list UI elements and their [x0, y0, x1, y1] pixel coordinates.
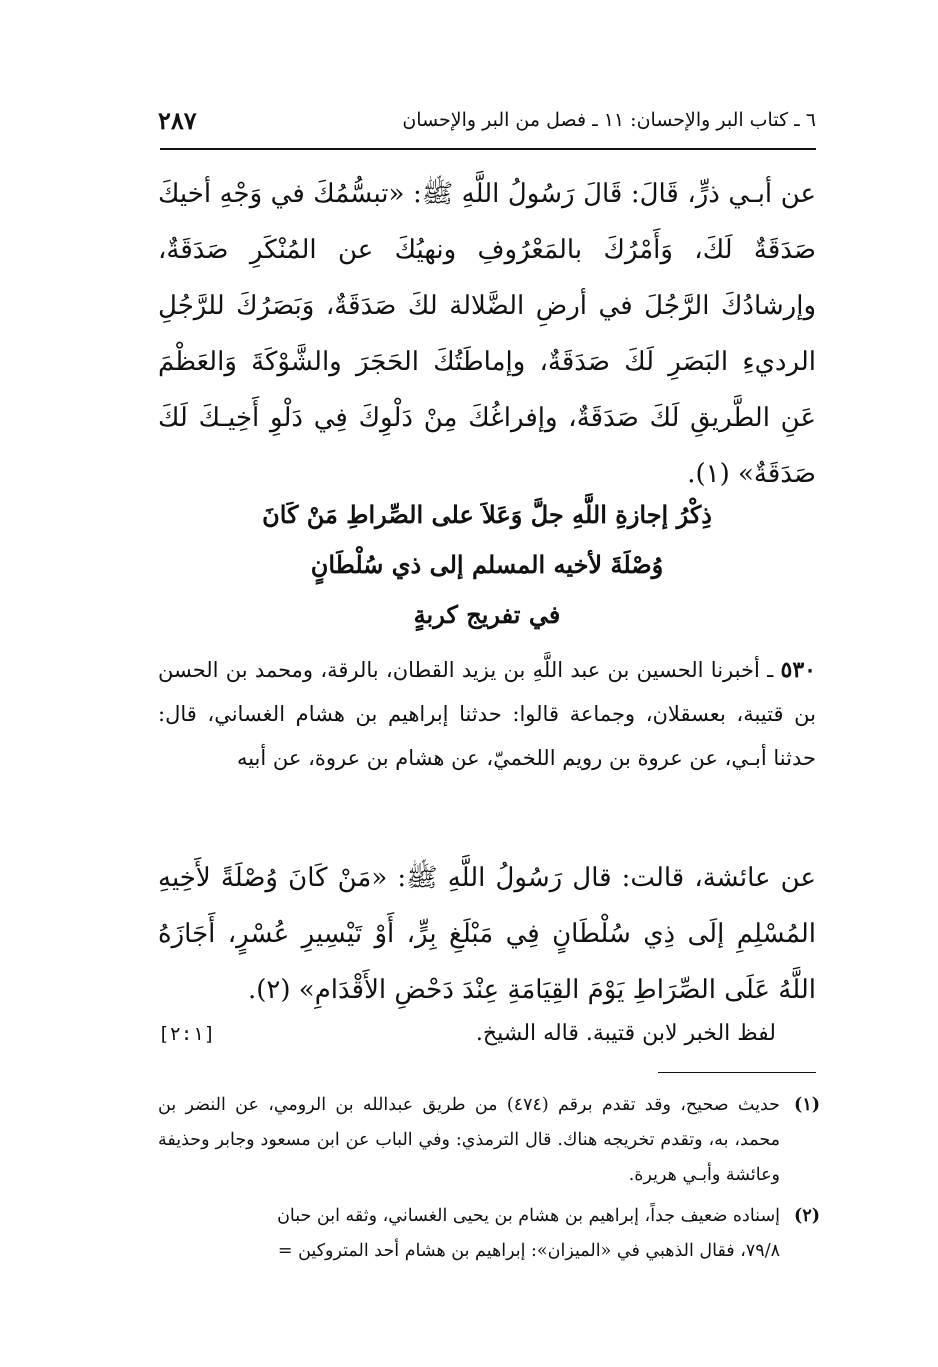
- page-header: [158, 100, 816, 140]
- chapter-heading-line-3: في تفريج كربةٍ: [413, 600, 561, 629]
- closing-line: [158, 1014, 816, 1054]
- header-rule: [160, 148, 816, 150]
- chapter-heading: [158, 490, 816, 640]
- footnote-marker: (٢): [794, 1206, 820, 1226]
- closing-note: لفظ الخبر لابن قتيبة. قاله الشيخ.: [475, 1021, 776, 1046]
- running-title: ٦ ـ كتاب البر والإحسان: ١١ ـ فصل من البر والإحسان: [402, 109, 816, 131]
- hadith-number: ٥٣٠: [780, 657, 816, 683]
- hadith-text-abu-dharr: عن أبـي ذرٍّ، قَالَ: قَالَ رَسُولُ اللَّهِ ﷺ: «تبسُّمُكَ في وَجْهِ أخيكَ صَدَقَةٌ لَكَ، وَأَمْرُكَ بالمَعْرُوفِ ونهيُكَ عن المُنْكَرِ صَدَقَةٌ، وإرشادُكَ الرَّجُلَ في أرضِ الضَّلالة لكَ صَدَقَةٌ، وَبَصَرُكَ للرَّجُلِ الرديءِ البَصَرِ لَكَ صَدَقَةٌ، وإماطَتُكَ الحَجَرَ والشَّوْكَةَ وَالعَظْمَ عَنِ الطَّريقِ لَكَ صَدَقَةٌ، وإفراغُكَ مِنْ دَلْوِكَ فِي دَلْوِ أَخِيـكَ لَكَ صَدَقَةٌ» (١).: [158, 179, 816, 489]
- closing-reference: [٢:١]: [158, 1023, 216, 1045]
- footnotes: [158, 1088, 820, 1275]
- footnote-2: [158, 1199, 820, 1269]
- chapter-heading-line-2: وُصْلَةَ لأخيه المسلم إلى ذي سُلْطَانٍ: [310, 550, 664, 579]
- footnote-text: إسناده ضعيف جداً، إبراهيم بن هشام بن يحيى الغساني، وثقه ابن حبان: [277, 1206, 780, 1226]
- page-number: ٢٨٧: [158, 105, 197, 135]
- footnote-continuation: ٧٩/٨، فقال الذهبي في «الميزان»: إبراهيم بن هشام أحد المتروكين =: [277, 1241, 780, 1261]
- footnote-marker: (١): [794, 1095, 820, 1115]
- chapter-heading-line-1: ذِكْرُ إجازةِ اللَّهِ جلَّ وَعَلاَ على الصِّراطِ مَنْ كَانَ: [262, 500, 712, 529]
- hadith-text-aisha: عن عائشة، قالت: قال رَسُولُ اللَّهِ ﷺ: «مَنْ كَانَ وُصْلَةً لأَخِيهِ المُسْلِمِ إلَى ذِي سُلْطَانٍ فِي مَبْلَغِ بِرٍّ، أَوْ تَيْسِيرِ عُسْرٍ، أَجَازَهُ اللَّهُ عَلَى الصِّرَاطِ يَوْمَ القِيَامَةِ عِنْدَ دَحْضِ الأَقْدَامِ» (٢).: [158, 863, 816, 1005]
- isnad-paragraph: [158, 648, 816, 780]
- footnote-1: [158, 1088, 820, 1193]
- isnad-text: ـ أخبرنا الحسين بن عبد اللَّهِ بن يزيد القطان، بالرقة، ومحمد بن الحسن بن قتيبة، بعسقلان، وجماعة قالوا: حدثنا إبراهيم بن هشام الغساني، قال: حدثنا أبـي، عن عروة بن رويم اللخميّ، عن هشام بن عروة، عن أبيه: [158, 658, 816, 770]
- footnote-rule: [658, 1072, 816, 1073]
- footnote-text: حديث صحيح، وقد تقدم برقم (٤٧٤) من طريق عبدالله بن الرومي، عن النضر بن محمد، به، وتقدم تخريجه هناك. قال الترمذي: وفي الباب عن ابن مسعود وجابر وحذيفة وعائشة وأبـي هريرة.: [158, 1095, 780, 1185]
